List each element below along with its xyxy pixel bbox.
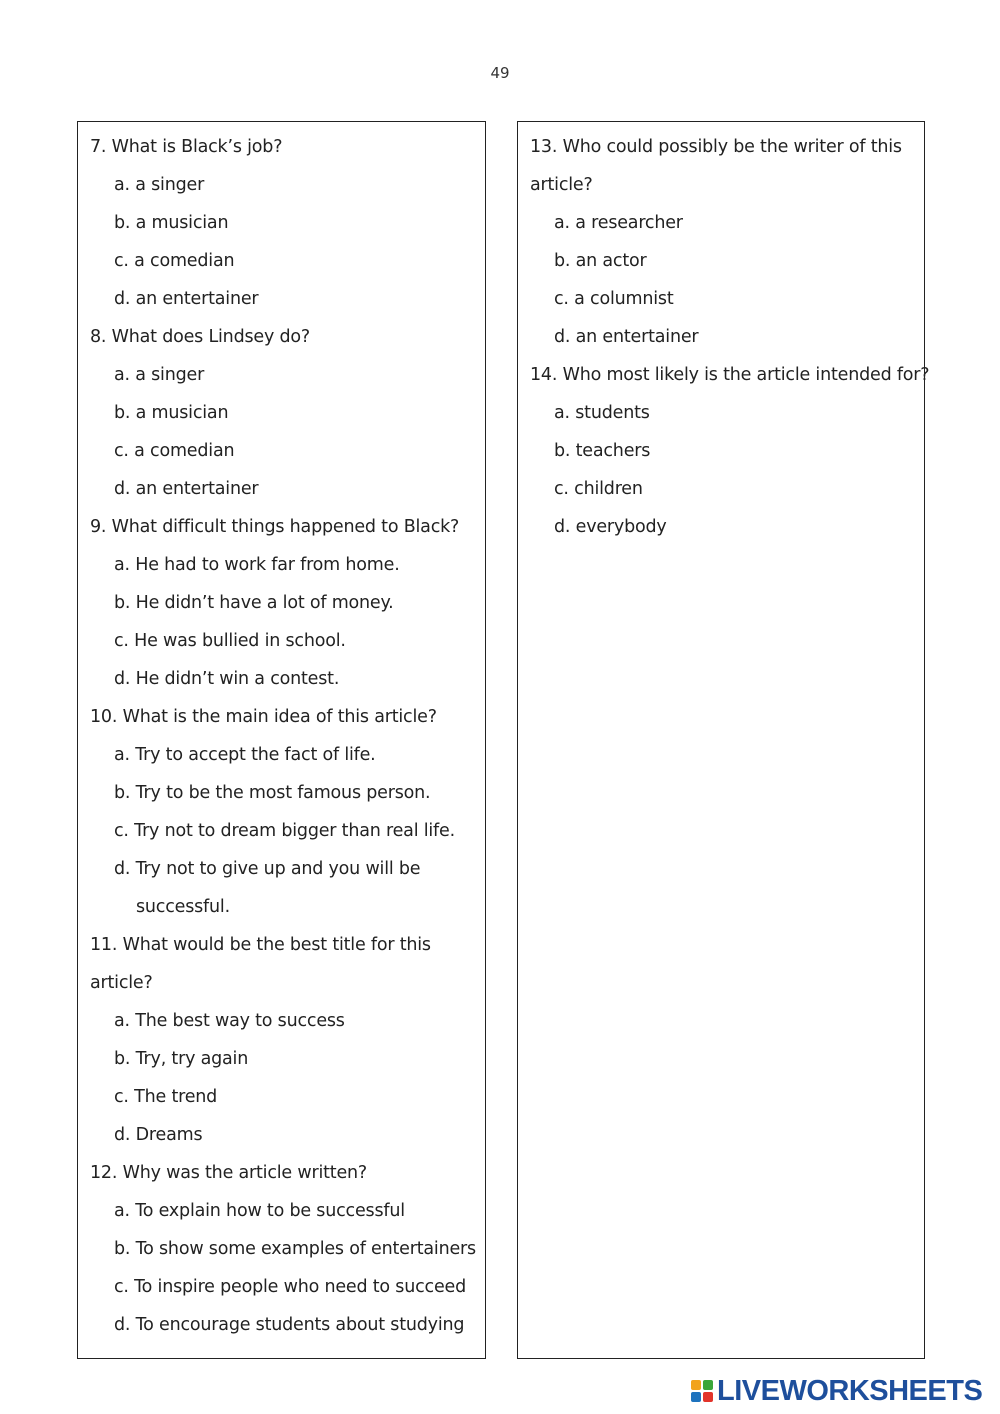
question-13-option-c: c. a columnist (554, 289, 674, 309)
question-8-option-c: c. a comedian (114, 441, 235, 461)
question-7: 7. What is Black’s job? (90, 137, 283, 157)
logo-square-3 (691, 1392, 701, 1402)
question-11-option-b: b. Try, try again (114, 1049, 249, 1069)
question-14-option-d: d. everybody (554, 517, 667, 537)
question-11-continuation: article? (90, 973, 153, 993)
question-7-option-a: a. a singer (114, 175, 205, 195)
question-10-option-a: a. Try to accept the fact of life. (114, 745, 376, 765)
question-12: 12. Why was the article written? (90, 1163, 368, 1183)
question-10-option-d: d. Try not to give up and you will be (114, 859, 421, 879)
question-12-option-a: a. To explain how to be successful (114, 1201, 405, 1221)
page-number: 49 (490, 64, 510, 82)
question-9-option-c: c. He was bullied in school. (114, 631, 346, 651)
logo-square-2 (703, 1380, 713, 1390)
question-14-option-c: c. children (554, 479, 643, 499)
question-9-option-a: a. He had to work far from home. (114, 555, 400, 575)
question-14: 14. Who most likely is the article intended for? (530, 365, 930, 385)
question-9: 9. What difficult things happened to Black? (90, 517, 460, 537)
question-14-option-b: b. teachers (554, 441, 651, 461)
question-11: 11. What would be the best title for this (90, 935, 431, 955)
question-12-option-d: d. To encourage students about studying (114, 1315, 465, 1335)
question-8-option-b: b. a musician (114, 403, 229, 423)
question-10: 10. What is the main idea of this article? (90, 707, 437, 727)
question-8: 8. What does Lindsey do? (90, 327, 310, 347)
question-13: 13. Who could possibly be the writer of this (530, 137, 902, 157)
question-7-option-b: b. a musician (114, 213, 229, 233)
liveworksheets-logo (691, 1376, 982, 1406)
question-8-option-a: a. a singer (114, 365, 205, 385)
question-7-option-c: c. a comedian (114, 251, 235, 271)
question-12-option-b: b. To show some examples of entertainers (114, 1239, 476, 1259)
logo-square-4 (703, 1392, 713, 1402)
question-11-option-c: c. The trend (114, 1087, 218, 1107)
question-9-option-b: b. He didn’t have a lot of money. (114, 593, 394, 613)
question-13-option-d: d. an entertainer (554, 327, 699, 347)
liveworksheets-logo-icon (691, 1380, 713, 1402)
question-7-option-d: d. an entertainer (114, 289, 259, 309)
question-14-option-a: a. students (554, 403, 650, 423)
question-8-option-d: d. an entertainer (114, 479, 259, 499)
questions-box-right (517, 121, 930, 1359)
question-10-option-d-continuation: successful. (136, 897, 230, 917)
logo-square-1 (691, 1380, 701, 1390)
question-10-option-c: c. Try not to dream bigger than real life. (114, 821, 455, 841)
question-11-option-d: d. Dreams (114, 1125, 203, 1145)
question-13-continuation: article? (530, 175, 593, 195)
question-10-option-b: b. Try to be the most famous person. (114, 783, 431, 803)
question-9-option-d: d. He didn’t win a contest. (114, 669, 340, 689)
liveworksheets-logo-text: LIVEWORKSHEETS (717, 1374, 983, 1407)
question-13-option-a: a. a researcher (554, 213, 683, 233)
question-12-option-c: c. To inspire people who need to succeed (114, 1277, 466, 1297)
question-13-option-b: b. an actor (554, 251, 647, 271)
questions-box-left (77, 121, 486, 1359)
question-11-option-a: a. The best way to success (114, 1011, 345, 1031)
